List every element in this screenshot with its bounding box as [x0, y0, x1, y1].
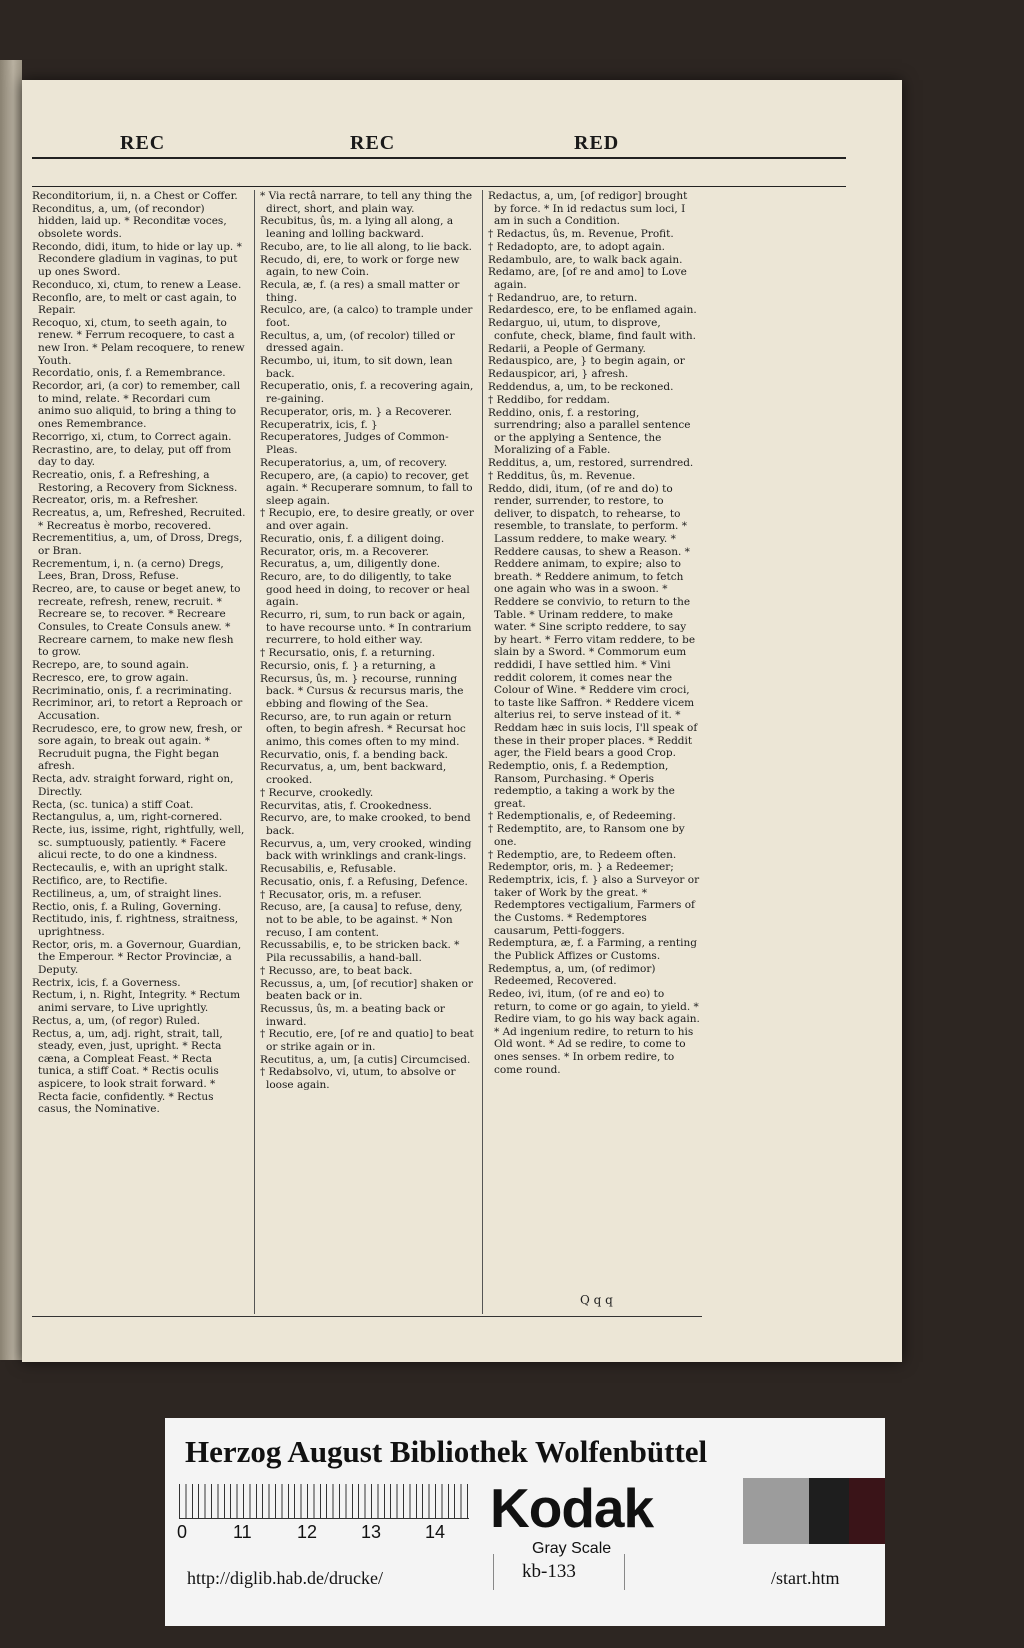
dictionary-entry: Reddendus, a, um, to be reckoned.: [488, 380, 674, 393]
dictionary-entry: Recultus, a, um, (of recolor) tilled or dressed again.: [260, 329, 455, 355]
dictionary-entry: Redemptura, æ, f. a Farming, a renting the Publick Affizes or Customs.: [488, 937, 697, 962]
dictionary-entry: Recriminatio, onis, f. a recriminating.: [32, 684, 232, 697]
dictionary-entry: Recoquo, xi, ctum, to seeth again, to renew. * Ferrum recoquere, to cast a new Iron. * Pelam recoquere, to renew Youth.: [32, 316, 245, 367]
ruler-label: 11: [233, 1522, 252, 1542]
dictionary-entry: Recurvatio, onis, f. a bending back.: [260, 748, 449, 761]
dictionary-entry: † Recutio, ere, [of re and quatio] to beat or strike again or in.: [260, 1028, 474, 1053]
dictionary-entry: Recuperatio, onis, f. a recovering again, re-gaining.: [260, 380, 474, 405]
ruler-label: 14: [425, 1522, 446, 1542]
dictionary-entry: Recusatio, onis, f. a Refusing, Defence.: [260, 875, 468, 888]
dictionary-entry: † Reddibo, for reddam.: [488, 393, 611, 406]
dictionary-entry: Recreator, oris, m. a Refresher.: [32, 494, 199, 507]
dictionary-entry: Recrementitius, a, um, of Dross, Dregs, or Bran.: [32, 532, 243, 558]
dictionary-entry: Recursus, ûs, m. } recourse, running back. * Cursus & recursus maris, the ebbing and flowing of the Sea.: [260, 672, 464, 710]
dictionary-entry: Reddo, didi, itum, (of re and do) to render, surrender, to restore, to deliver, to dispatch, to rehearse, to resemble, to translate, to perform. * Lassum reddere, to make weary. * Reddere causas, to shew a Reason. * Reddere animam, to expire; also to breath. * Reddere animum, to fetch one again who was in a swoon. * Reddere se convivio, to return to the Table. * Urinam reddere, to make water. * Sine scripto reddere, to say by heart. * Ferro vitam reddere, to be slain by a Sword. * Commorum eum reddidi, I have settled him. * Vini reddit colorem, it comes near the Colour of Wine. * Reddere vim croci, to taste like Saffron. * Reddere vicem alterius rei, to serve instead of it. * Reddam hæc in suis locis, I'll speak of these in their proper places. * Reddit ager, the Field bears a good Crop.: [488, 482, 698, 760]
dictionary-entry: † Redemptionalis, e, of Redeeming.: [488, 810, 676, 823]
dictionary-entry: Recordor, ari, (a cor) to remember, call to mind, relate. * Recordari cum animo suo aliquid, to bring a thing to ones Remembrance.: [32, 380, 241, 430]
dictionary-entry: Recussus, a, um, [of recutior] shaken or beaten back or in.: [260, 977, 473, 1003]
dictionary-entry: Recriminor, ari, to retort a Reproach or Accusation.: [32, 697, 243, 722]
dictionary-entry: Rectifico, are, to Rectifie.: [32, 874, 168, 887]
dictionary-entry: Recrastino, are, to delay, put off from day to day.: [32, 443, 232, 469]
dictionary-entry: Recuratio, onis, f. a diligent doing.: [260, 532, 445, 545]
dictionary-entry: Rectitudo, inis, f. rightness, straitness, uprightness.: [32, 913, 239, 938]
column-divider-2: [482, 190, 483, 1314]
dictionary-entry: Recrudesco, ere, to grow new, fresh, or sore again, to break out again. * Recruduit pugna, the Fight began afresh.: [32, 722, 243, 773]
dictionary-entry: Redemptio, onis, f. a Redemption, Ransom, Purchasing. * Operis redemptio, a taking a work by the great.: [488, 759, 675, 810]
signature-mark: Q q q: [580, 1293, 613, 1307]
dictionary-entry: Recurro, ri, sum, to run back or again, to have recourse unto. * In contrarium recurrere, to hold either way.: [260, 609, 472, 647]
header-left: REC: [120, 132, 166, 154]
dictionary-entry: Reconflo, are, to melt or cast again, to Repair.: [32, 291, 237, 317]
dictionary-entry: Recresco, ere, to grow again.: [32, 671, 189, 684]
dictionary-entry: Recutitus, a, um, [a cutis] Circumcised.: [260, 1053, 471, 1066]
scan-code: kb-133: [522, 1561, 576, 1582]
digital-library-url: http://diglib.hab.de/drucke/: [187, 1568, 383, 1588]
dictionary-entry: Recusabilis, e, Refusable.: [260, 863, 397, 876]
dictionary-entry: Redarii, a People of Germany.: [488, 342, 646, 355]
dictionary-entry: Recondo, didi, itum, to hide or lay up. * Recondere gladium in vaginas, to put up ones Sword.: [32, 240, 242, 278]
dictionary-entry: Redemptrix, icis, f. } also a Surveyor or taker of Work by the great. * Redemptores vectigalium, Farmers of the Customs. * Redemptores causarum, Petti-foggers.: [488, 874, 700, 937]
entry-columns: [32, 190, 702, 1314]
dictionary-entry: † Redditus, ûs, m. Revenue.: [488, 469, 636, 482]
column-2: [260, 190, 474, 1314]
dictionary-entry: Reddino, onis, f. a restoring, surrendring; also a parallel sentence or the applying a Sentence, the Moralizing of a Fable.: [488, 406, 691, 457]
dictionary-entry: † Recusator, oris, m. a refuser.: [260, 888, 422, 901]
header-right: RED: [574, 132, 620, 154]
dictionary-entry: Recreo, are, to cause or beget anew, to recreate, refresh, renew, recruit. * Recreare se, to recover. * Recreare Consules, to Create Consuls anew. * Recreare carnem, to make new flesh to grow.: [32, 583, 241, 659]
dictionary-entry: Reculco, are, (a calco) to trample under foot.: [260, 304, 473, 329]
dictionary-entry: Recordatio, onis, f. a Remembrance.: [32, 367, 226, 380]
column-3: [488, 190, 702, 1314]
column-divider-1: [254, 190, 255, 1314]
dictionary-entry: Reconduco, xi, ctum, to renew a Lease.: [32, 278, 242, 291]
library-title: Herzog August Bibliothek Wolfenbüttel: [185, 1434, 708, 1469]
gray-scale-label: Gray Scale: [532, 1540, 612, 1557]
dictionary-entry: Recuperatrix, icis, f. }: [260, 418, 378, 431]
dictionary-entry: Rectangulus, a, um, right-cornered.: [32, 811, 223, 824]
dictionary-entry: † Redabsolvo, vi, utum, to absolve or loose again.: [260, 1066, 456, 1092]
gray-swatch-dark: [809, 1478, 849, 1544]
dictionary-entry: Recurvitas, atis, f. Crookedness.: [260, 799, 432, 812]
dictionary-entry: Recuperator, oris, m. } a Recoverer.: [260, 405, 452, 418]
gray-swatch-black: [849, 1478, 885, 1544]
start-page-url: /start.htm: [771, 1568, 840, 1588]
dictionary-entry: Rector, oris, m. a Governour, Guardian, the Emperour. * Rector Provinciæ, a Deputy.: [32, 938, 242, 976]
ruler-label: 13: [361, 1522, 382, 1542]
dictionary-entry: Recula, æ, f. (a res) a small matter or thing.: [260, 278, 460, 304]
dictionary-entry: Redauspico, are, } to begin again, or: [488, 355, 685, 368]
dictionary-entry: Recussabilis, e, to be stricken back. * Pila recussabilis, a hand-ball.: [260, 939, 460, 964]
header-rule-bottom: [32, 186, 846, 187]
dictionary-entry: Recrementum, i, n. (a cerno) Dregs, Lees, Bran, Dross, Refuse.: [32, 557, 224, 583]
dictionary-entry: Rectum, i, n. Right, Integrity. * Rectum animi servare, to Live uprightly.: [32, 989, 241, 1014]
dictionary-entry: Redauspicor, ari, } afresh.: [488, 368, 629, 381]
dictionary-entry: Rectilineus, a, um, of straight lines.: [32, 887, 222, 900]
gray-swatch-mid: [743, 1478, 809, 1544]
dictionary-entry: Redambulo, are, to walk back again.: [488, 253, 683, 266]
header-center: REC: [350, 132, 396, 154]
dictionary-entry: Redeo, ivi, itum, (of re and eo) to return, to come or go again, to yield. * Redire viam, to go his way back again. * Ad ingenium redire, to return to his Old wont. * Ad se redire, to come to ones senses. * In orbem redire, to come round.: [488, 988, 700, 1076]
dictionary-entry: Recurvus, a, um, very crooked, winding back with wrinklings and crank-lings.: [260, 837, 472, 863]
ruler-label: 0: [177, 1522, 188, 1542]
book-spine: [0, 60, 22, 1360]
dictionary-entry: Recurator, oris, m. a Recoverer.: [260, 545, 430, 558]
dictionary-entry: † Redadopto, are, to adopt again.: [488, 240, 665, 253]
dictionary-entry: Recuratus, a, um, diligently done.: [260, 558, 441, 571]
kodak-logo: Kodak: [490, 1477, 654, 1539]
dictionary-entry: † Recursatio, onis, f. a returning.: [260, 647, 436, 660]
dictionary-entry: Redemptor, oris, m. } a Redeemer;: [488, 861, 674, 874]
dictionary-entry: Reconditorium, ii, n. a Chest or Coffer.: [32, 190, 238, 202]
dictionary-entry: Recrepo, are, to sound again.: [32, 658, 189, 671]
dictionary-entry: † Recusso, are, to beat back.: [260, 964, 413, 977]
dictionary-entry: Recursio, onis, f. } a returning, a: [260, 659, 436, 672]
dictionary-entry: Redamo, are, [of re and amo] to Love again.: [488, 266, 687, 291]
dictionary-entry: Redactus, a, um, [of redigor] brought by force. * In id redactus sum loci, I am in such a Condition.: [488, 190, 688, 228]
dictionary-entry: Recorrigo, xi, ctum, to Correct again.: [32, 430, 232, 443]
dictionary-entry: † Recupio, ere, to desire greatly, or over and over again.: [260, 507, 474, 533]
dictionary-entry: Recurvatus, a, um, bent backward, crooked.: [260, 761, 447, 786]
ruler-label: 12: [297, 1522, 318, 1542]
column-1: [32, 190, 246, 1314]
dictionary-entry: Recumbo, ui, itum, to sit down, lean back.: [260, 355, 453, 380]
dictionary-entry: Rectus, a, um, adj. right, strait, tall, steady, even, just, upright. * Recta cæna, a Compleat Feast. * Recta tunica, a stiff Coat. * Rectis oculis aspicere, to look strait forward. * Recta facie, confidently. * Rectus casus, the Nominative.: [32, 1027, 223, 1116]
dictionary-entry: Recuso, are, [a causa] to refuse, deny, not to be able, to be against. * Non recuso, I am content.: [260, 901, 463, 939]
dictionary-entry: Recubitus, ûs, m. a lying all along, a leaning and lolling backward.: [260, 215, 454, 240]
measure-ruler: [179, 1484, 469, 1519]
dictionary-entry: Recuperatores, Judges of Common-Pleas.: [260, 431, 449, 456]
footer-rule: [32, 1316, 702, 1317]
dictionary-entry: Recta, (sc. tunica) a stiff Coat.: [32, 798, 194, 811]
dictionary-entry: Redarguo, ui, utum, to disprove, confute, check, blame, find fault with.: [488, 317, 696, 342]
dictionary-entry: Rectrix, icis, f. a Governess.: [32, 976, 181, 989]
dictionary-entry: Redditus, a, um, restored, surrendred.: [488, 457, 694, 470]
dictionary-entry: Recreatio, onis, f. a Refreshing, a Restoring, a Recovery from Sickness.: [32, 468, 238, 494]
running-headers: [32, 132, 702, 158]
dictionary-entry: † Redemptito, are, to Ransom one by one.: [488, 823, 685, 848]
dictionary-entry: Recupero, are, (a capio) to recover, get again. * Recuperare somnum, to fall to sleep again.: [260, 469, 473, 507]
dictionary-entry: Rectio, onis, f. a Ruling, Governing.: [32, 900, 222, 913]
dictionary-entry: Recubo, are, to lie all along, to lie back.: [260, 240, 472, 253]
dictionary-entry: Recta, adv. straight forward, right on, Directly.: [32, 773, 234, 798]
ruler-labels: [177, 1522, 477, 1546]
dictionary-entry: Recudo, di, ere, to work or forge new again, to new Coin.: [260, 253, 460, 279]
dictionary-entry: Recurvo, are, to make crooked, to bend back.: [260, 812, 471, 837]
dictionary-entry: † Redemptio, are, to Redeem often.: [488, 848, 677, 861]
library-scan-card: [165, 1418, 885, 1626]
dictionary-entry: Recuro, are, to do diligently, to take good heed in doing, to recover or heal again.: [260, 571, 470, 609]
dictionary-entry: † Redandruo, are, to return.: [488, 291, 638, 304]
dictionary-entry: Recurso, are, to run again or return often, to begin afresh. * Recursat hoc animo, this comes often to my mind.: [260, 710, 466, 748]
dictionary-entry: † Recurve, crookedly.: [260, 786, 374, 799]
dictionary-entry: Reconditus, a, um, (of recondor) hidden, laid up. * Reconditæ voces, obsolete words.: [32, 202, 227, 240]
dictionary-entry: Redardesco, ere, to be enflamed again.: [488, 304, 697, 317]
dictionary-entry: Recuperatorius, a, um, of recovery.: [260, 456, 448, 469]
dictionary-entry: Recte, ius, issime, right, rightfully, well, sc. sumptuously, patiently. * Facere alicui recte, to do one a kindness.: [32, 824, 245, 862]
dictionary-entry: Rectecaulis, e, with an upright stalk.: [32, 862, 228, 875]
dictionary-entry: Recreatus, a, um, Refreshed, Recruited. * Recreatus è morbo, recovered.: [32, 507, 246, 532]
dictionary-entry: Rectus, a, um, (of regor) Ruled.: [32, 1014, 201, 1027]
dictionary-entry: Redemptus, a, um, (of redimor) Redeemed, Recovered.: [488, 962, 656, 988]
dictionary-entry: * Via rectâ narrare, to tell any thing the direct, short, and plain way.: [260, 190, 473, 215]
dictionary-entry: Recussus, ûs, m. a beating back or inward.: [260, 1002, 445, 1028]
dictionary-entry: † Redactus, ûs, m. Revenue, Profit.: [488, 227, 674, 240]
